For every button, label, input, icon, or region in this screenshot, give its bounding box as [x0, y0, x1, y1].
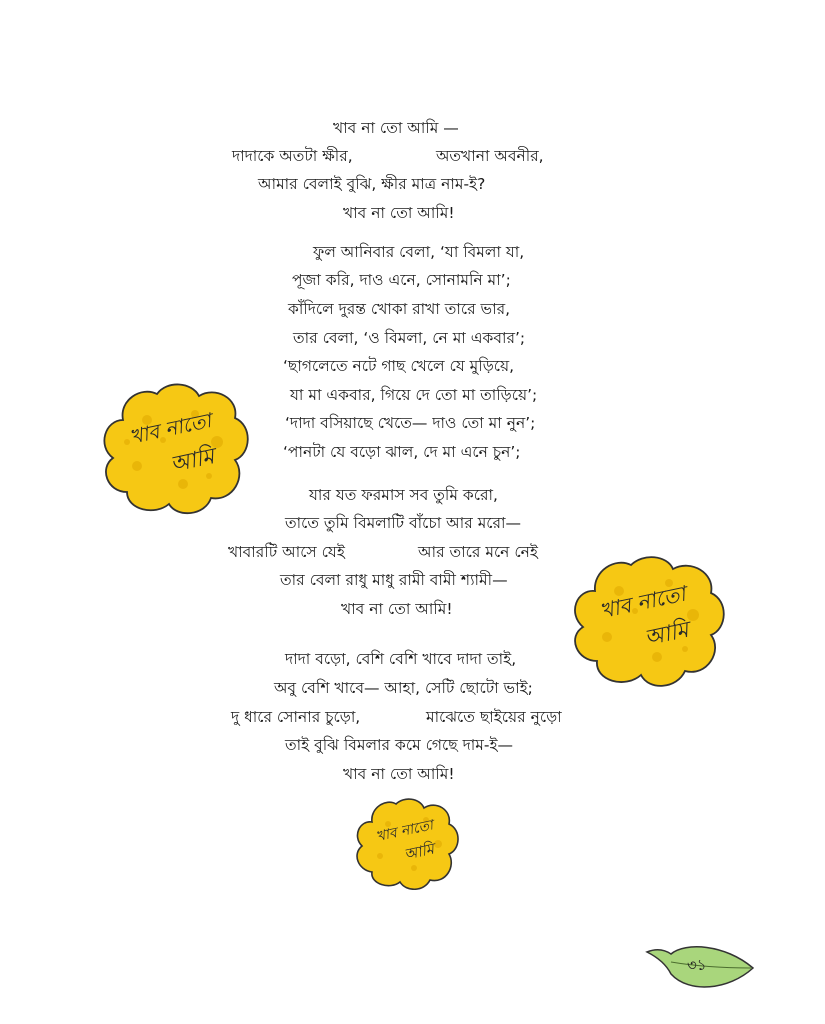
poem-line: খাব না তো আমি!: [343, 204, 455, 222]
poem-line: অবু বেশি খাবে— আহা, সেটি ছোটো ভাই;: [274, 679, 533, 697]
poem-line: ‘ছাগলেতে নটে গাছ খেলে যে মুড়িয়ে,: [283, 357, 515, 375]
poem-line: যার যত ফরমাস সব তুমি করো,: [309, 486, 498, 504]
page-number: ৩১: [687, 956, 707, 974]
poem-line: তাই বুঝি বিমলার কমে গেছে দাম-ই—: [285, 736, 514, 754]
poem-line: ফুল আনিবার বেলা, ‘যা বিমলা যা,: [313, 243, 525, 261]
flower-illustration: [352, 796, 462, 890]
poem-line: দাদা বড়ো, বেশি বেশি খাবে দাদা তাই,: [285, 650, 517, 668]
poem-line: ‘পানটা যে বড়ো ঝাল, দে মা এনে চুন’;: [283, 443, 521, 461]
poem-line: তার বেলা, ‘ও বিমলা, নে মা একবার’;: [293, 329, 526, 347]
flower-text-bottom: আমি: [402, 839, 436, 864]
flower-illustration: [565, 553, 728, 690]
poem-line: আর তারে মনে নেই: [418, 543, 538, 561]
poem-line: অতখানা অবনীর,: [436, 147, 544, 165]
flower-text-top: খাব নাতো: [374, 816, 435, 845]
poem-line: যা মা একবার, গিয়ে দে তো মা তাড়িয়ে’;: [290, 386, 538, 404]
flower-text-bottom: আমি: [642, 617, 691, 651]
poem-line: ‘দাদা বসিয়াছে খেতে— দাও তো মা নুন’;: [285, 414, 536, 432]
poem-line: দাদাকে অতটা ক্ষীর,: [232, 147, 353, 165]
poem-line: তার বেলা রাধু মাধু রামী বামী শ্যামী—: [280, 571, 508, 589]
poem-line: আমার বেলাই বুঝি, ক্ষীর মাত্র নাম-ই?: [258, 175, 486, 193]
poem-line: কাঁদিলে দুরন্ত খোকা রাখা তারে ভার,: [288, 300, 511, 318]
poem-line: খাব না তো আমি!: [341, 600, 453, 618]
page-number-leaf: [645, 938, 765, 998]
poem-line: মাঝেতে ছাইয়ের নুড়ো: [426, 708, 562, 726]
poem-line: খাব না তো আমি —: [333, 119, 459, 137]
poem-line: দু ধারে সোনার চুড়ো,: [231, 708, 361, 726]
flower-text-top: খাব নাতো: [127, 408, 214, 449]
poem-line: তাতে তুমি বিমলাটি বাঁচো আর মরো—: [285, 514, 522, 532]
flower-illustration: [97, 380, 252, 518]
poem-line: খাব না তো আমি!: [343, 765, 455, 783]
flower-text-top: খাব নাতো: [597, 581, 688, 623]
poem-line: পূজা করি, দাও এনে, সোনামনি মা’;: [292, 271, 511, 289]
flower-text-bottom: আমি: [168, 444, 217, 478]
poem-line: খাবারটি আসে যেই: [228, 543, 345, 561]
